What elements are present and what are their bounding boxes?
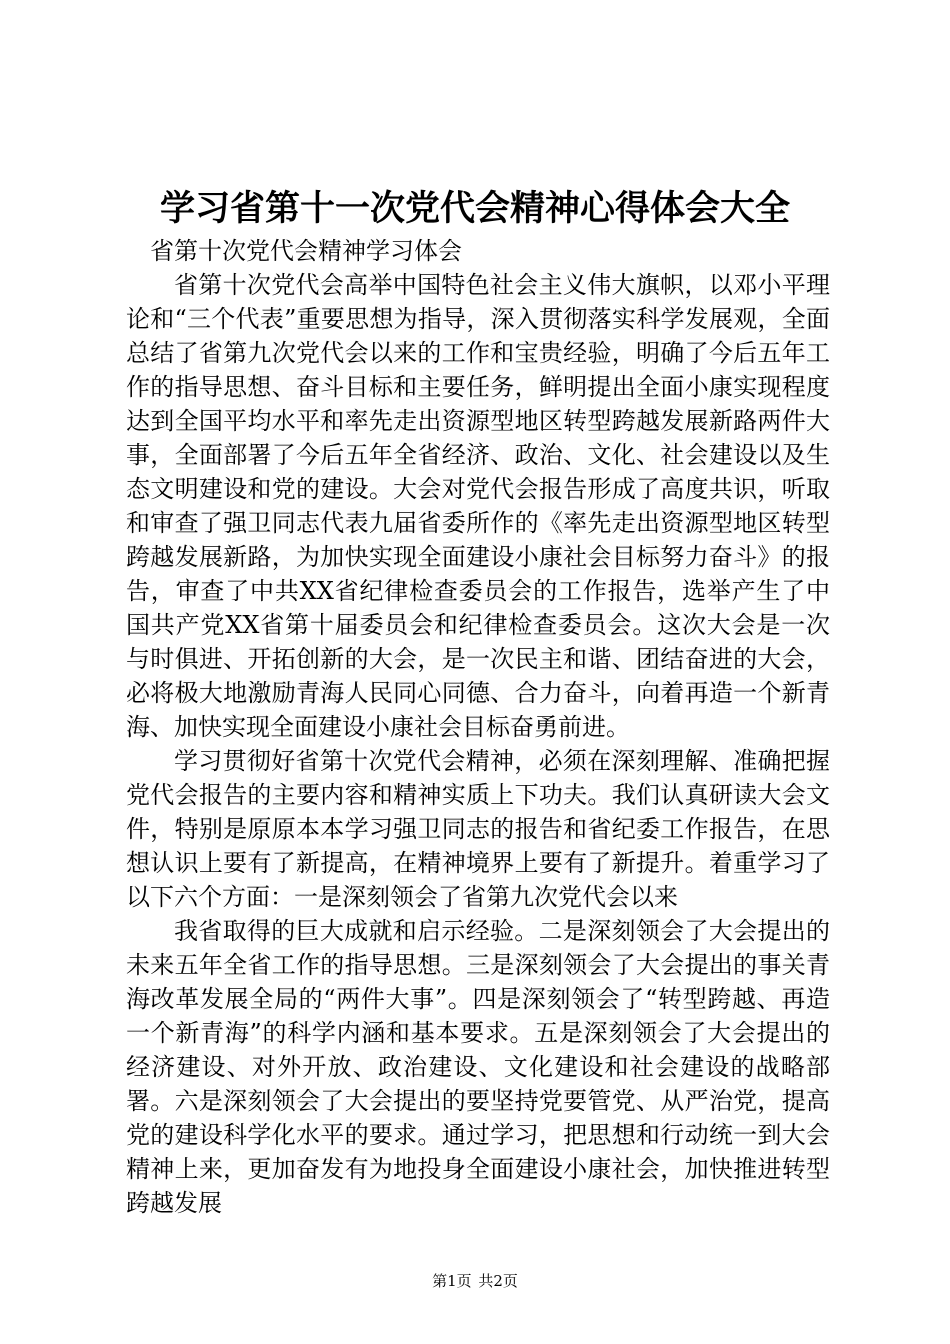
section-subheading: 省第十次党代会精神学习体会 xyxy=(150,237,462,265)
document-body xyxy=(126,234,830,1220)
body-paragraph: 我省取得的巨大成就和启示经验。二是深刻领会了大会提出的未来五年全省工作的指导思想。三是深刻领会了大会提出的事关青海改革发展全局的“两件大事”。四是深刻领会了“转型跨越、再造一个新青海”的科学内涵和基本要求。五是深刻领会了大会提出的经济建设、对外开放、政治建设、文化建设和社会建设的战略部署。六是深刻领会了大会提出的要坚持党要管党、从严治党，提高党的建设科学化水平的要求。通过学习，把思想和行动统一到大会精神上来，更加奋发有为地投身全面建设小康社会，加快推进转型跨越发展 xyxy=(126,917,830,1217)
page-title: 学习省第十一次党代会精神心得体会大全 xyxy=(159,188,790,229)
body-paragraph: 学习贯彻好省第十次党代会精神，必须在深刻理解、准确把握党代会报告的主要内容和精神实质上下功夫。我们认真研读大会文件，特别是原原本本学习强卫同志的报告和省纪委工作报告，在思想认识上要有了新提高，在精神境界上要有了新提升。着重学习了以下六个方面：一是深刻领会了省第九次党代会以来 xyxy=(126,747,830,911)
body-paragraph: 省第十次党代会高举中国特色社会主义伟大旗帜，以邓小平理论和“三个代表”重要思想为指导，深入贯彻落实科学发展观，全面总结了省第九次党代会以来的工作和宝贵经验，明确了今后五年工作的指导思想、奋斗目标和主要任务，鲜明提出全面小康实现程度达到全国平均水平和率先走出资源型地区转型跨越发展新路两件大事，全面部署了今后五年全省经济、政治、文化、社会建设以及生态文明建设和党的建设。大会对党代会报告形成了高度共识，听取和审查了强卫同志代表九届省委所作的《率先走出资源型地区转型跨越发展新路，为加快实现全面建设小康社会目标努力奋斗》的报告，审查了中共XX省纪律检查委员会的工作报告，选举产生了中国共产党XX省第十届委员会和纪律检查委员会。这次大会是一次与时俱进、开拓创新的大会，是一次民主和谐、团结奋进的大会，必将极大地激励青海人民同心同德、合力奋斗，向着再造一个新青海、加快实现全面建设小康社会目标奋勇前进。 xyxy=(126,271,830,741)
page-footer: 第1页 共2页 xyxy=(432,1272,518,1290)
